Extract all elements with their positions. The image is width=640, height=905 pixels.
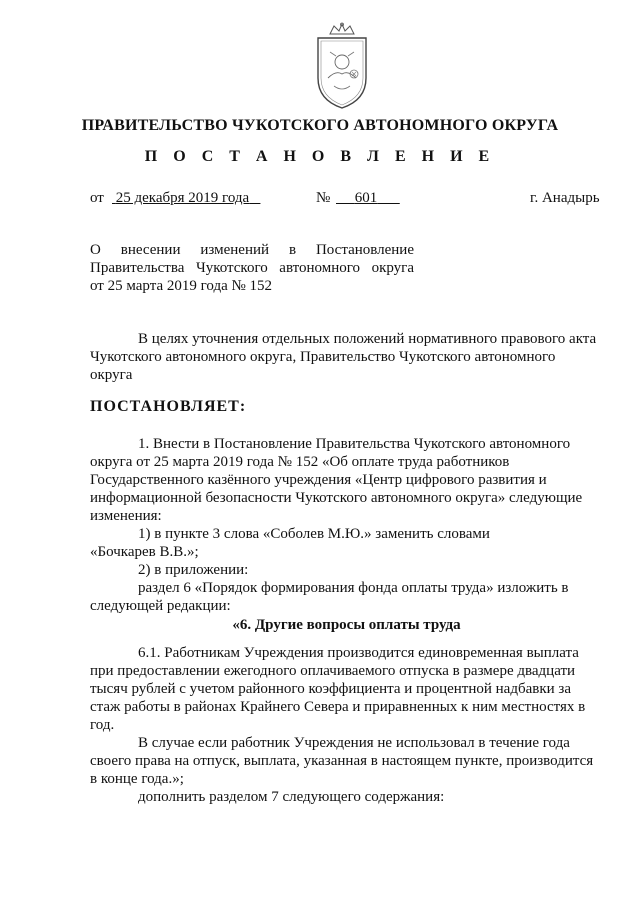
subject-word: Правительства (90, 260, 185, 276)
section-line: В случае если работник Учреждения не использовал в течение года (138, 735, 570, 751)
item-line: 1. Внести в Постановление Правительства Чукотского автономного (138, 436, 571, 452)
section-6-body (90, 644, 603, 806)
document-place: г. Анадырь (530, 190, 600, 206)
preamble-paragraph (90, 330, 603, 384)
government-title: ПРАВИТЕЛЬСТВО ЧУКОТСКОГО АВТОНОМНОГО ОКРУГА (81, 117, 559, 134)
section-line: дополнить разделом 7 следующего содержания: (138, 789, 445, 805)
section-line: стаж работы в районах Крайнего Севера и приравненных к ним местностях в (90, 699, 586, 715)
item-line: изменения: (90, 508, 162, 524)
preamble-line: округа (90, 367, 133, 383)
subject-line-2 (90, 259, 414, 277)
item-line: информационной безопасности Чукотского автономного округа» следующие (90, 490, 583, 506)
item-line: округа от 25 марта 2019 года № 152 «Об оплате труда работников (90, 454, 510, 470)
item-line: раздел 6 «Порядок формирования фонда оплаты труда» изложить в (138, 580, 569, 596)
subject-word: О (90, 242, 101, 258)
item-line: 2) в приложении: (138, 562, 249, 578)
subject-word: автономного (279, 260, 361, 276)
subject-word: Постановление (315, 242, 414, 258)
section-line: 6.1. Работникам Учреждения производится единовременная выплата (138, 645, 579, 661)
coat-of-arms-icon (306, 22, 378, 110)
resolves-heading: ПОСТАНОВЛЯЕТ: (90, 398, 247, 415)
subject-word: в (288, 242, 297, 258)
preamble-line: Чукотского автономного округа, Правительство Чукотского автономного (90, 349, 556, 365)
document-number (336, 190, 400, 207)
subject-word: округа (371, 260, 414, 276)
section-line: тысяч рублей с учетом районного коэффициента и процентной надбавки за (90, 681, 571, 697)
document-date-value: 25 декабря 2019 года (115, 190, 250, 206)
subject-word: Чукотского (195, 260, 268, 276)
item-line: следующей редакции: (90, 598, 231, 614)
item-1-paragraph (90, 435, 603, 615)
section-6-title: «6. Другие вопросы оплаты труда (232, 617, 461, 633)
item-line: Государственного казённого учреждения «Центр цифрового развития и (90, 472, 547, 488)
subject-line-1 (90, 241, 414, 259)
section-line: в конце года.»; (90, 771, 184, 787)
document-subject (90, 241, 414, 295)
document-type-title: П О С Т А Н О В Л Е Н И Е (144, 148, 496, 165)
section-line: своего права на отпуск, выплата, указанная в настоящем пункте, производится (90, 753, 594, 769)
subject-word: изменений (200, 242, 270, 258)
section-line: при предоставлении ежегодного оплачиваемого отпуска в размере двадцати (90, 663, 576, 679)
subject-line-3: от 25 марта 2019 года № 152 (90, 278, 273, 294)
document-date (112, 190, 260, 207)
preamble-line: В целях уточнения отдельных положений нормативного правового акта (138, 331, 597, 347)
subject-word: внесении (120, 242, 181, 258)
document-number-value: 601 (354, 190, 378, 206)
number-prefix: № (316, 190, 331, 206)
date-prefix: от (90, 190, 104, 206)
item-line: 1) в пункте 3 слова «Соболев М.Ю.» заменить словами (138, 526, 490, 542)
section-line: год. (90, 717, 115, 733)
item-line: «Бочкарев В.В.»; (90, 544, 199, 560)
